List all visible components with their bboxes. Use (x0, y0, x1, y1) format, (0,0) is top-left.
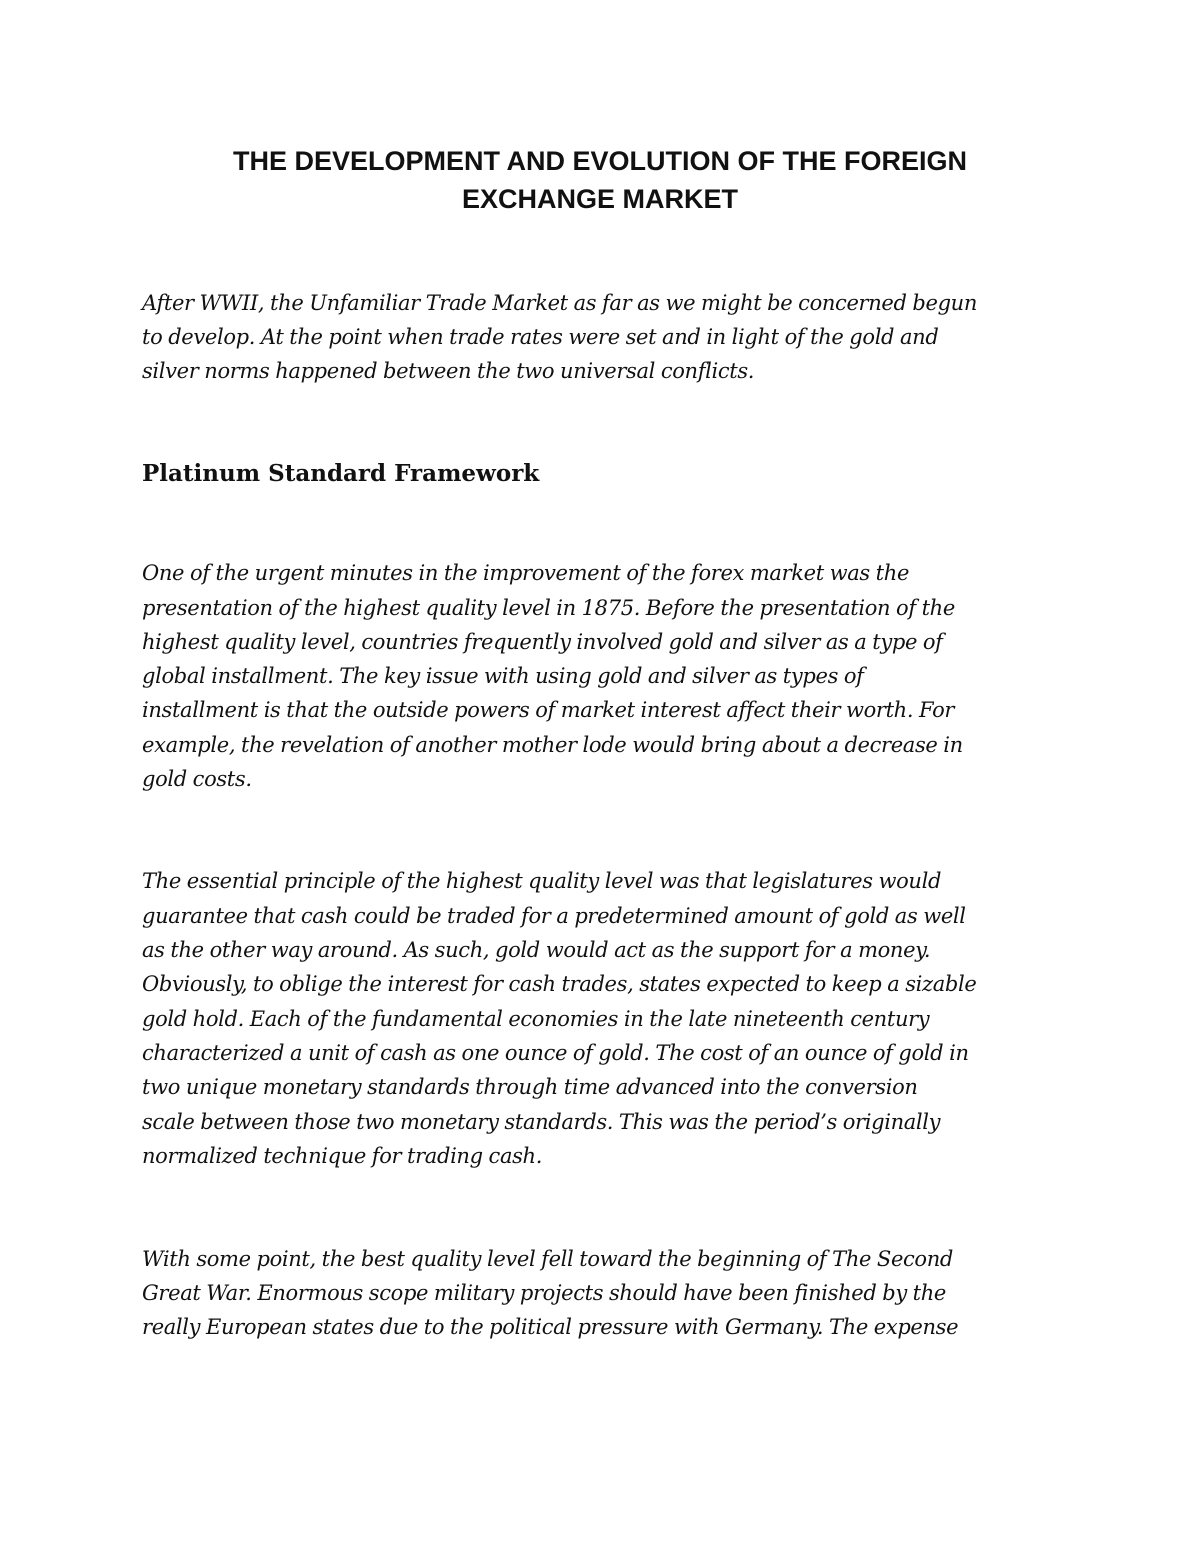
paragraph3-line-1: With some point, the best quality level fell toward the beginning of The Second (142, 1247, 953, 1271)
paragraph1-line-3: highest quality level, countries frequently involved gold and silver as a type of (142, 630, 943, 654)
paragraph3-line-2: Great War. Enormous scope military projects should have been finished by the (142, 1281, 947, 1305)
paragraph2-line-9: normalized technique for trading cash. (142, 1144, 543, 1168)
paragraph1-line-1: One of the urgent minutes in the improvement of the forex market was the (142, 561, 910, 585)
section-heading: Platinum Standard Framework (142, 460, 540, 487)
document-title-line-1: THE DEVELOPMENT AND EVOLUTION OF THE FOREIGN (232, 146, 968, 176)
paragraph2-line-8: scale between those two monetary standards. This was the period’s originally (142, 1110, 941, 1134)
paragraph1-line-2: presentation of the highest quality level in 1875. Before the presentation of the (142, 596, 955, 620)
paragraph2-line-5: gold hold. Each of the fundamental economies in the late nineteenth century (142, 1007, 930, 1031)
paragraph2-line-2: guarantee that cash could be traded for a predetermined amount of gold as well (142, 904, 966, 928)
paragraph2-line-6: characterized a unit of cash as one ounce of gold. The cost of an ounce of gold in (142, 1041, 969, 1065)
document-title-line-2: EXCHANGE MARKET (461, 184, 738, 214)
paragraph3-line-3: really European states due to the political pressure with Germany. The expense (142, 1315, 959, 1339)
paragraph2-line-1: The essential principle of the highest quality level was that legislatures would (142, 869, 942, 893)
paragraph1-line-4: global installment. The key issue with using gold and silver as types of (142, 664, 864, 688)
paragraph2-line-4: Obviously, to oblige the interest for cash trades, states expected to keep a sizable (142, 972, 977, 996)
intro-line-2: to develop. At the point when trade rates were set and in light of the gold and (142, 325, 939, 349)
paragraph1-line-7: gold costs. (142, 767, 252, 791)
intro-line-3: silver norms happened between the two universal conflicts. (142, 359, 755, 383)
paragraph2-line-3: as the other way around. As such, gold would act as the support for a money. (142, 938, 931, 962)
paragraph1-line-5: installment is that the outside powers of market interest affect their worth. For (142, 698, 955, 722)
paragraph1-line-6: example, the revelation of another mother lode would bring about a decrease in (142, 733, 963, 757)
paragraph2-line-7: two unique monetary standards through time advanced into the conversion (142, 1075, 918, 1099)
intro-line-1: After WWII, the Unfamiliar Trade Market as far as we might be concerned begun (142, 291, 978, 315)
